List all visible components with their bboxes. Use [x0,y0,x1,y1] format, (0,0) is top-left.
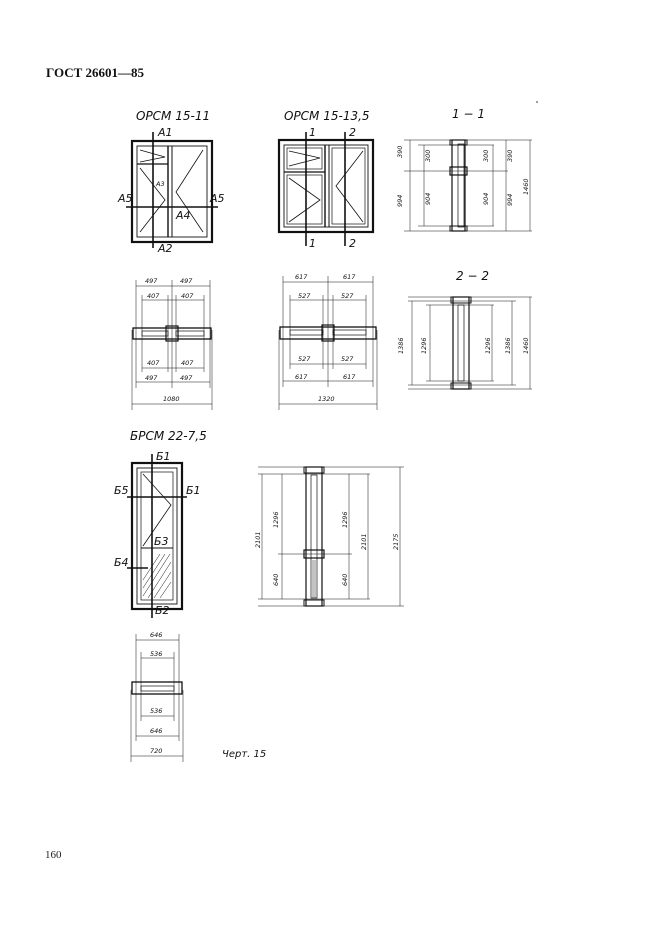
label-2: 2 [349,126,356,139]
profile-head [304,467,324,473]
dim-527: 527 [341,292,354,300]
dim-1320: 1320 [318,395,335,403]
label-a5: А5 [118,192,133,205]
dim-527: 527 [341,355,354,363]
dim-1296: 1296 [341,511,349,528]
standard-header: ГОСТ 26601—85 [46,65,145,80]
sash-plan [290,330,323,335]
opening-mark [289,151,320,166]
label-b1: Б1 [186,484,201,497]
dim-1460: 1460 [522,178,530,195]
plan-brsm [131,631,183,762]
section-1-1 [396,102,538,231]
label-a1: А1 [158,126,173,139]
dim-720: 720 [150,747,163,755]
title-orsm-15-11: ОРСМ 15-11 [136,109,211,123]
dim-497: 497 [180,374,193,382]
label-b4: Б4 [114,556,129,569]
dim-407: 407 [147,292,160,300]
dim-390: 390 [506,149,514,162]
dim-407: 407 [147,359,160,367]
sash-plan [142,331,168,336]
label-1: 1 [309,126,316,139]
frame-profile [458,305,464,381]
label-b1: Б1 [156,450,171,463]
dim-1386: 1386 [504,337,512,354]
title-section-2-2: 2 − 2 [456,269,489,283]
title-orsm-15-13-5: ОРСМ 15-13,5 [284,109,370,123]
profile-sill [304,600,324,606]
dim-1296: 1296 [272,511,280,528]
drawing-orsm-15-11 [117,109,225,255]
dimension-lines [132,280,212,410]
panel-hatch [313,560,315,598]
dim-2101: 2101 [254,531,262,548]
label-b3: Б3 [154,535,169,548]
profile-sill [451,383,471,389]
dim-1080: 1080 [163,395,180,403]
opening-mark [289,178,320,222]
sash [332,148,365,224]
dim-640: 640 [341,573,349,586]
dim-1296: 1296 [484,337,492,354]
dim-904: 904 [482,192,490,205]
dim-2101: 2101 [360,533,368,550]
label-a5: А5 [210,192,225,205]
dim-497: 497 [145,277,158,285]
frame-profile [452,140,465,231]
dim-497: 497 [180,277,193,285]
label-b5: Б5 [114,484,129,497]
section-brsm [254,467,404,606]
sash-plan [176,331,204,336]
dim-300: 300 [424,149,432,162]
dim-617: 617 [343,273,356,281]
dim-300: 300 [482,149,490,162]
figure-caption: Черт. 15 [222,749,267,760]
frame-profile [453,297,469,389]
section-2-2 [397,269,532,389]
dim-390: 390 [396,145,404,158]
sash-plan [333,330,366,335]
dim-617: 617 [343,373,356,381]
label-a2: А2 [158,242,173,255]
sash [287,175,322,224]
dim-536: 536 [150,650,163,658]
label-a3: А3 [156,180,165,188]
dim-407: 407 [181,359,194,367]
drawing-brsm-22-7-5 [114,429,207,618]
opening-mark [336,151,363,222]
dim-646: 646 [150,631,163,639]
dim-994: 994 [506,193,514,206]
leaf-plan [141,686,174,691]
drawing-orsm-15-13-5 [279,109,373,250]
window-inner-frame [284,145,368,227]
profile-head [451,297,471,303]
frame-profile [311,475,317,598]
title-brsm-22-7-5: БРСМ 22-7,5 [130,429,207,443]
title-section-1-1: 1 − 1 [452,107,485,121]
label-2: 2 [349,237,356,250]
frame-profile [458,144,464,227]
dim-497: 497 [145,374,158,382]
dim-527: 527 [298,355,311,363]
dim-640: 640 [272,573,280,586]
window-frame [279,140,373,232]
dim-1386: 1386 [397,337,405,354]
label-a4: А4 [176,209,191,222]
dim-407: 407 [181,292,194,300]
plan-orsm-15-13-5 [279,273,377,410]
panel-hatch [143,554,171,598]
dim-1296: 1296 [420,337,428,354]
dim-994: 994 [396,194,404,207]
dim-904: 904 [424,192,432,205]
label-b2: Б2 [155,604,170,617]
dim-617: 617 [295,273,308,281]
dim-646: 646 [150,727,163,735]
dim-617: 617 [295,373,308,381]
dim-2175: 2175 [392,533,400,550]
label-1: 1 [309,237,316,250]
dim-527: 527 [298,292,311,300]
dimension-lines [279,276,377,410]
page-number: 160 [45,849,62,861]
plan-orsm-15-11 [132,277,212,410]
frame-plan [132,682,182,694]
dim-1460: 1460 [522,337,530,354]
dim-536: 536 [150,707,163,715]
frame-profile [306,467,322,606]
